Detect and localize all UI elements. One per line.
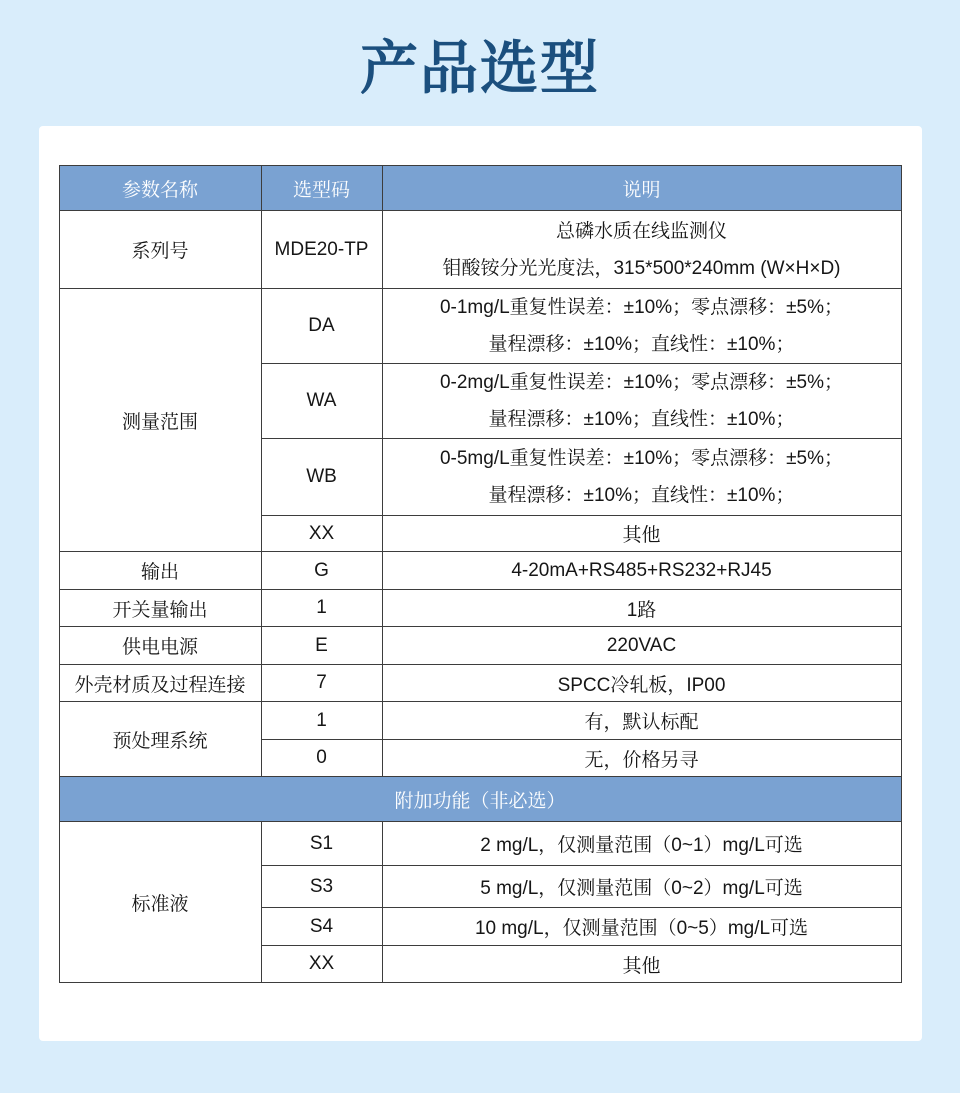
desc-cell: 其他	[382, 946, 901, 983]
code-cell: DA	[261, 289, 382, 364]
desc-line: 0-1mg/L重复性误差：±10%；零点漂移：±5%；	[439, 297, 844, 318]
code-cell: 0	[261, 740, 382, 777]
section-band-row	[59, 777, 901, 822]
desc-line: 量程漂移：±10%；直线性：±10%；	[488, 334, 795, 355]
table-row	[59, 211, 901, 289]
desc-line: 总磷水质在线监测仪	[555, 220, 727, 242]
desc-cell: SPCC冷轧板，IP00	[382, 665, 901, 702]
table-row	[59, 702, 901, 740]
desc-cell: 5 mg/L，仅测量范围（0~2）mg/L可选	[382, 866, 901, 908]
code-cell: 1	[261, 590, 382, 627]
code-cell: WB	[261, 439, 382, 516]
desc-line: 钼酸铵分光光度法，315*500*240mm (W×H×D)	[442, 257, 841, 279]
desc-cell: 无，价格另寻	[382, 740, 901, 777]
code-cell: S4	[261, 908, 382, 946]
desc-cell	[382, 211, 901, 289]
table-row	[59, 665, 901, 702]
param-cell: 供电电源	[59, 627, 261, 665]
table-row	[59, 552, 901, 590]
code-cell: MDE20-TP	[261, 211, 382, 289]
desc-line: 量程漂移：±10%；直线性：±10%；	[488, 485, 795, 506]
page-title: 产品选型	[359, 36, 600, 101]
code-cell: XX	[261, 946, 382, 983]
table-row	[59, 822, 901, 866]
header-selection-code: 选型码	[261, 166, 382, 211]
desc-line: 0-5mg/L重复性误差：±10%；零点漂移：±5%；	[439, 448, 844, 469]
desc-line: 量程漂移：±10%；直线性：±10%；	[488, 409, 795, 430]
header-description: 说明	[382, 166, 901, 211]
code-cell: S3	[261, 866, 382, 908]
code-cell: G	[261, 552, 382, 590]
code-cell: 1	[261, 702, 382, 740]
code-cell: XX	[261, 516, 382, 552]
desc-cell	[382, 364, 901, 439]
param-cell: 开关量输出	[59, 590, 261, 627]
table-row	[59, 627, 901, 665]
desc-cell: 220VAC	[382, 627, 901, 665]
content-card	[39, 126, 922, 1041]
param-cell: 标准液	[59, 822, 261, 983]
param-cell: 系列号	[59, 211, 261, 289]
desc-cell: 其他	[382, 516, 901, 552]
section-band-label: 附加功能（非必选）	[59, 777, 901, 822]
code-cell: 7	[261, 665, 382, 702]
desc-cell	[382, 439, 901, 516]
desc-line: 0-2mg/L重复性误差：±10%；零点漂移：±5%；	[439, 372, 844, 393]
table-row	[59, 590, 901, 627]
product-selection-table	[59, 165, 902, 983]
desc-cell: 10 mg/L，仅测量范围（0~5）mg/L可选	[382, 908, 901, 946]
code-cell: S1	[261, 822, 382, 866]
param-cell: 外壳材质及过程连接	[59, 665, 261, 702]
desc-cell	[382, 289, 901, 364]
desc-cell: 1路	[382, 590, 901, 627]
param-cell: 测量范围	[59, 289, 261, 552]
table-row	[59, 289, 901, 364]
table-header-row	[59, 166, 901, 211]
desc-cell: 2 mg/L，仅测量范围（0~1）mg/L可选	[382, 822, 901, 866]
desc-cell: 4-20mA+RS485+RS232+RJ45	[382, 552, 901, 590]
code-cell: WA	[261, 364, 382, 439]
desc-cell: 有，默认标配	[382, 702, 901, 740]
header-param-name: 参数名称	[59, 166, 261, 211]
param-cell: 预处理系统	[59, 702, 261, 777]
code-cell: E	[261, 627, 382, 665]
param-cell: 输出	[59, 552, 261, 590]
